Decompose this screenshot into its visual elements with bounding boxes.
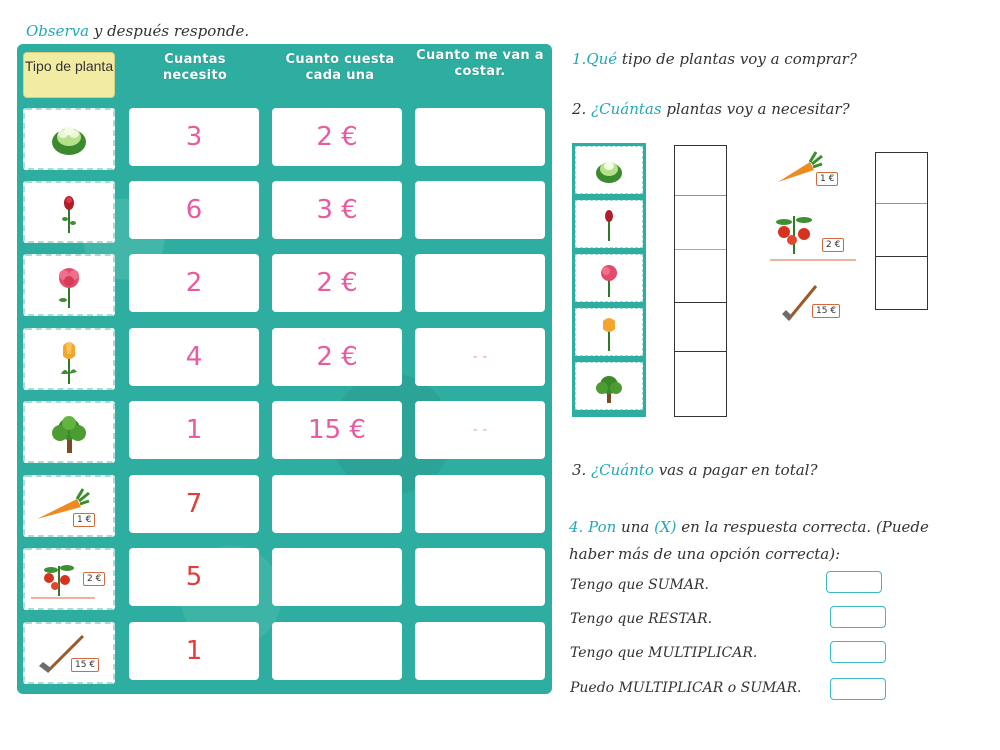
option-restar-label: Tengo que RESTAR. [570,611,713,627]
plant-cell [23,181,115,243]
quantity-cell[interactable]: 5 [129,548,259,606]
plant-cell [23,401,115,463]
instruction-text [26,22,249,40]
quantity-cell[interactable]: 1 [129,622,259,680]
question-3-number: 3. [572,461,592,479]
answer-column-items [875,152,928,310]
price-cell[interactable] [272,475,402,533]
tomato-plant-icon [768,210,860,266]
plant-cell [23,548,115,610]
table-row [17,548,552,610]
table-row [17,108,552,170]
option-multiplicar-label: Tengo que MULTIPLICAR. [570,645,758,661]
table-row [17,254,552,316]
question-4-mark: (X) [654,518,677,536]
question-4-number: 4. [569,518,589,536]
plant-cell [23,254,115,316]
answer-column-plants [674,145,727,417]
option-sumar-checkbox[interactable] [826,571,882,593]
total-cell[interactable] [415,548,545,606]
instruction-rest: y después responde. [89,22,250,40]
question-3 [572,461,818,479]
price-cell[interactable]: 3 € [272,181,402,239]
answer-cell[interactable] [876,153,927,204]
cabbage-icon [576,147,642,193]
option-multiplicar-sumar-checkbox[interactable] [830,678,886,700]
plant-cell [23,328,115,390]
total-cell[interactable] [415,622,545,680]
small-plant-cell [575,362,643,410]
question-4-mid: una [616,518,655,536]
carrot-icon [25,477,113,535]
plant-cell [23,475,115,537]
price-tag: 2 € [822,238,844,252]
rose-icon [25,183,113,241]
option-restar-checkbox[interactable] [830,606,886,628]
table-row [17,401,552,463]
price-tag: 1 € [816,172,838,186]
quantity-cell[interactable]: 6 [129,181,259,239]
answer-cell[interactable] [675,352,726,416]
header-cuanto-cuesta: Cuanto cuesta cada una [285,52,395,83]
right-item-carrot [772,148,852,192]
question-2-number: 2. [572,100,592,118]
carrot-icon [772,148,852,192]
small-plant-cell [575,146,643,194]
question-2 [572,100,850,118]
cabbage-icon [25,110,113,168]
answer-cell[interactable] [876,257,927,309]
carnation-icon [25,256,113,314]
tree-icon [576,363,642,409]
answer-cell[interactable] [876,204,927,257]
table-row [17,328,552,390]
question-4-rest: en la respuesta correcta. (Puede [676,518,929,536]
total-cell[interactable] [415,475,545,533]
quantity-cell[interactable]: 3 [129,108,259,166]
total-cell[interactable]: - - [415,328,545,386]
plant-cell [23,622,115,684]
tree-icon [25,403,113,461]
price-tag: 15 € [812,304,840,318]
price-cell[interactable] [272,622,402,680]
price-cell[interactable]: 2 € [272,254,402,312]
table-row [17,622,552,684]
tulip-icon [25,330,113,388]
quantity-cell[interactable]: 1 [129,401,259,459]
answer-cell[interactable] [675,250,726,303]
question-4 [569,518,929,536]
question-1-lead: Qué [586,50,618,68]
question-4-lead: Pon [588,518,617,536]
question-3-rest: vas a pagar en total? [653,461,818,479]
header-cuanto-costar: Cuanto me van a costar. [416,48,544,79]
question-1-number: 1. [572,50,587,68]
question-1 [572,50,857,68]
price-tag: 1 € [73,513,95,527]
table-row [17,475,552,537]
answer-cell[interactable] [675,146,726,196]
question-4-continued: haber más de una opción correcta): [569,545,841,563]
total-cell[interactable] [415,254,545,312]
small-plant-cell [575,254,643,302]
right-item-hoe [780,280,856,324]
price-tag: 2 € [83,572,105,586]
price-cell[interactable] [272,548,402,606]
small-plant-cell [575,308,643,356]
table-row [17,181,552,243]
plant-column [572,143,646,417]
answer-cell[interactable] [675,196,726,250]
price-cell[interactable]: 2 € [272,328,402,386]
quantity-cell[interactable]: 2 [129,254,259,312]
plant-cell [23,108,115,170]
question-1-rest: tipo de plantas voy a comprar? [617,50,857,68]
quantity-cell[interactable]: 4 [129,328,259,386]
instruction-lead: Observa [26,22,90,40]
hoe-icon [25,624,113,682]
header-cuantas-necesito: Cuantas necesito [162,52,228,83]
quantity-cell[interactable]: 7 [129,475,259,533]
carnation-icon [576,255,642,301]
tulip-icon [576,309,642,355]
question-2-rest: plantas voy a necesitar? [661,100,850,118]
price-cell[interactable]: 15 € [272,401,402,459]
price-tag: 15 € [71,658,99,672]
right-item-tomato [768,210,860,266]
rose-icon [576,201,642,247]
question-3-lead: ¿Cuánto [591,461,654,479]
header-tipo-planta: Tipo de planta [23,52,115,98]
small-plant-cell [575,200,643,248]
total-cell[interactable] [415,108,545,166]
question-2-lead: ¿Cuántas [591,100,662,118]
option-multiplicar-sumar-label: Puedo MULTIPLICAR o SUMAR. [570,680,802,696]
total-cell[interactable]: - - [415,401,545,459]
plant-table [17,44,552,694]
option-sumar-label: Tengo que SUMAR. [570,577,709,593]
total-cell[interactable] [415,181,545,239]
price-cell[interactable]: 2 € [272,108,402,166]
answer-cell[interactable] [675,303,726,352]
option-multiplicar-checkbox[interactable] [830,641,886,663]
